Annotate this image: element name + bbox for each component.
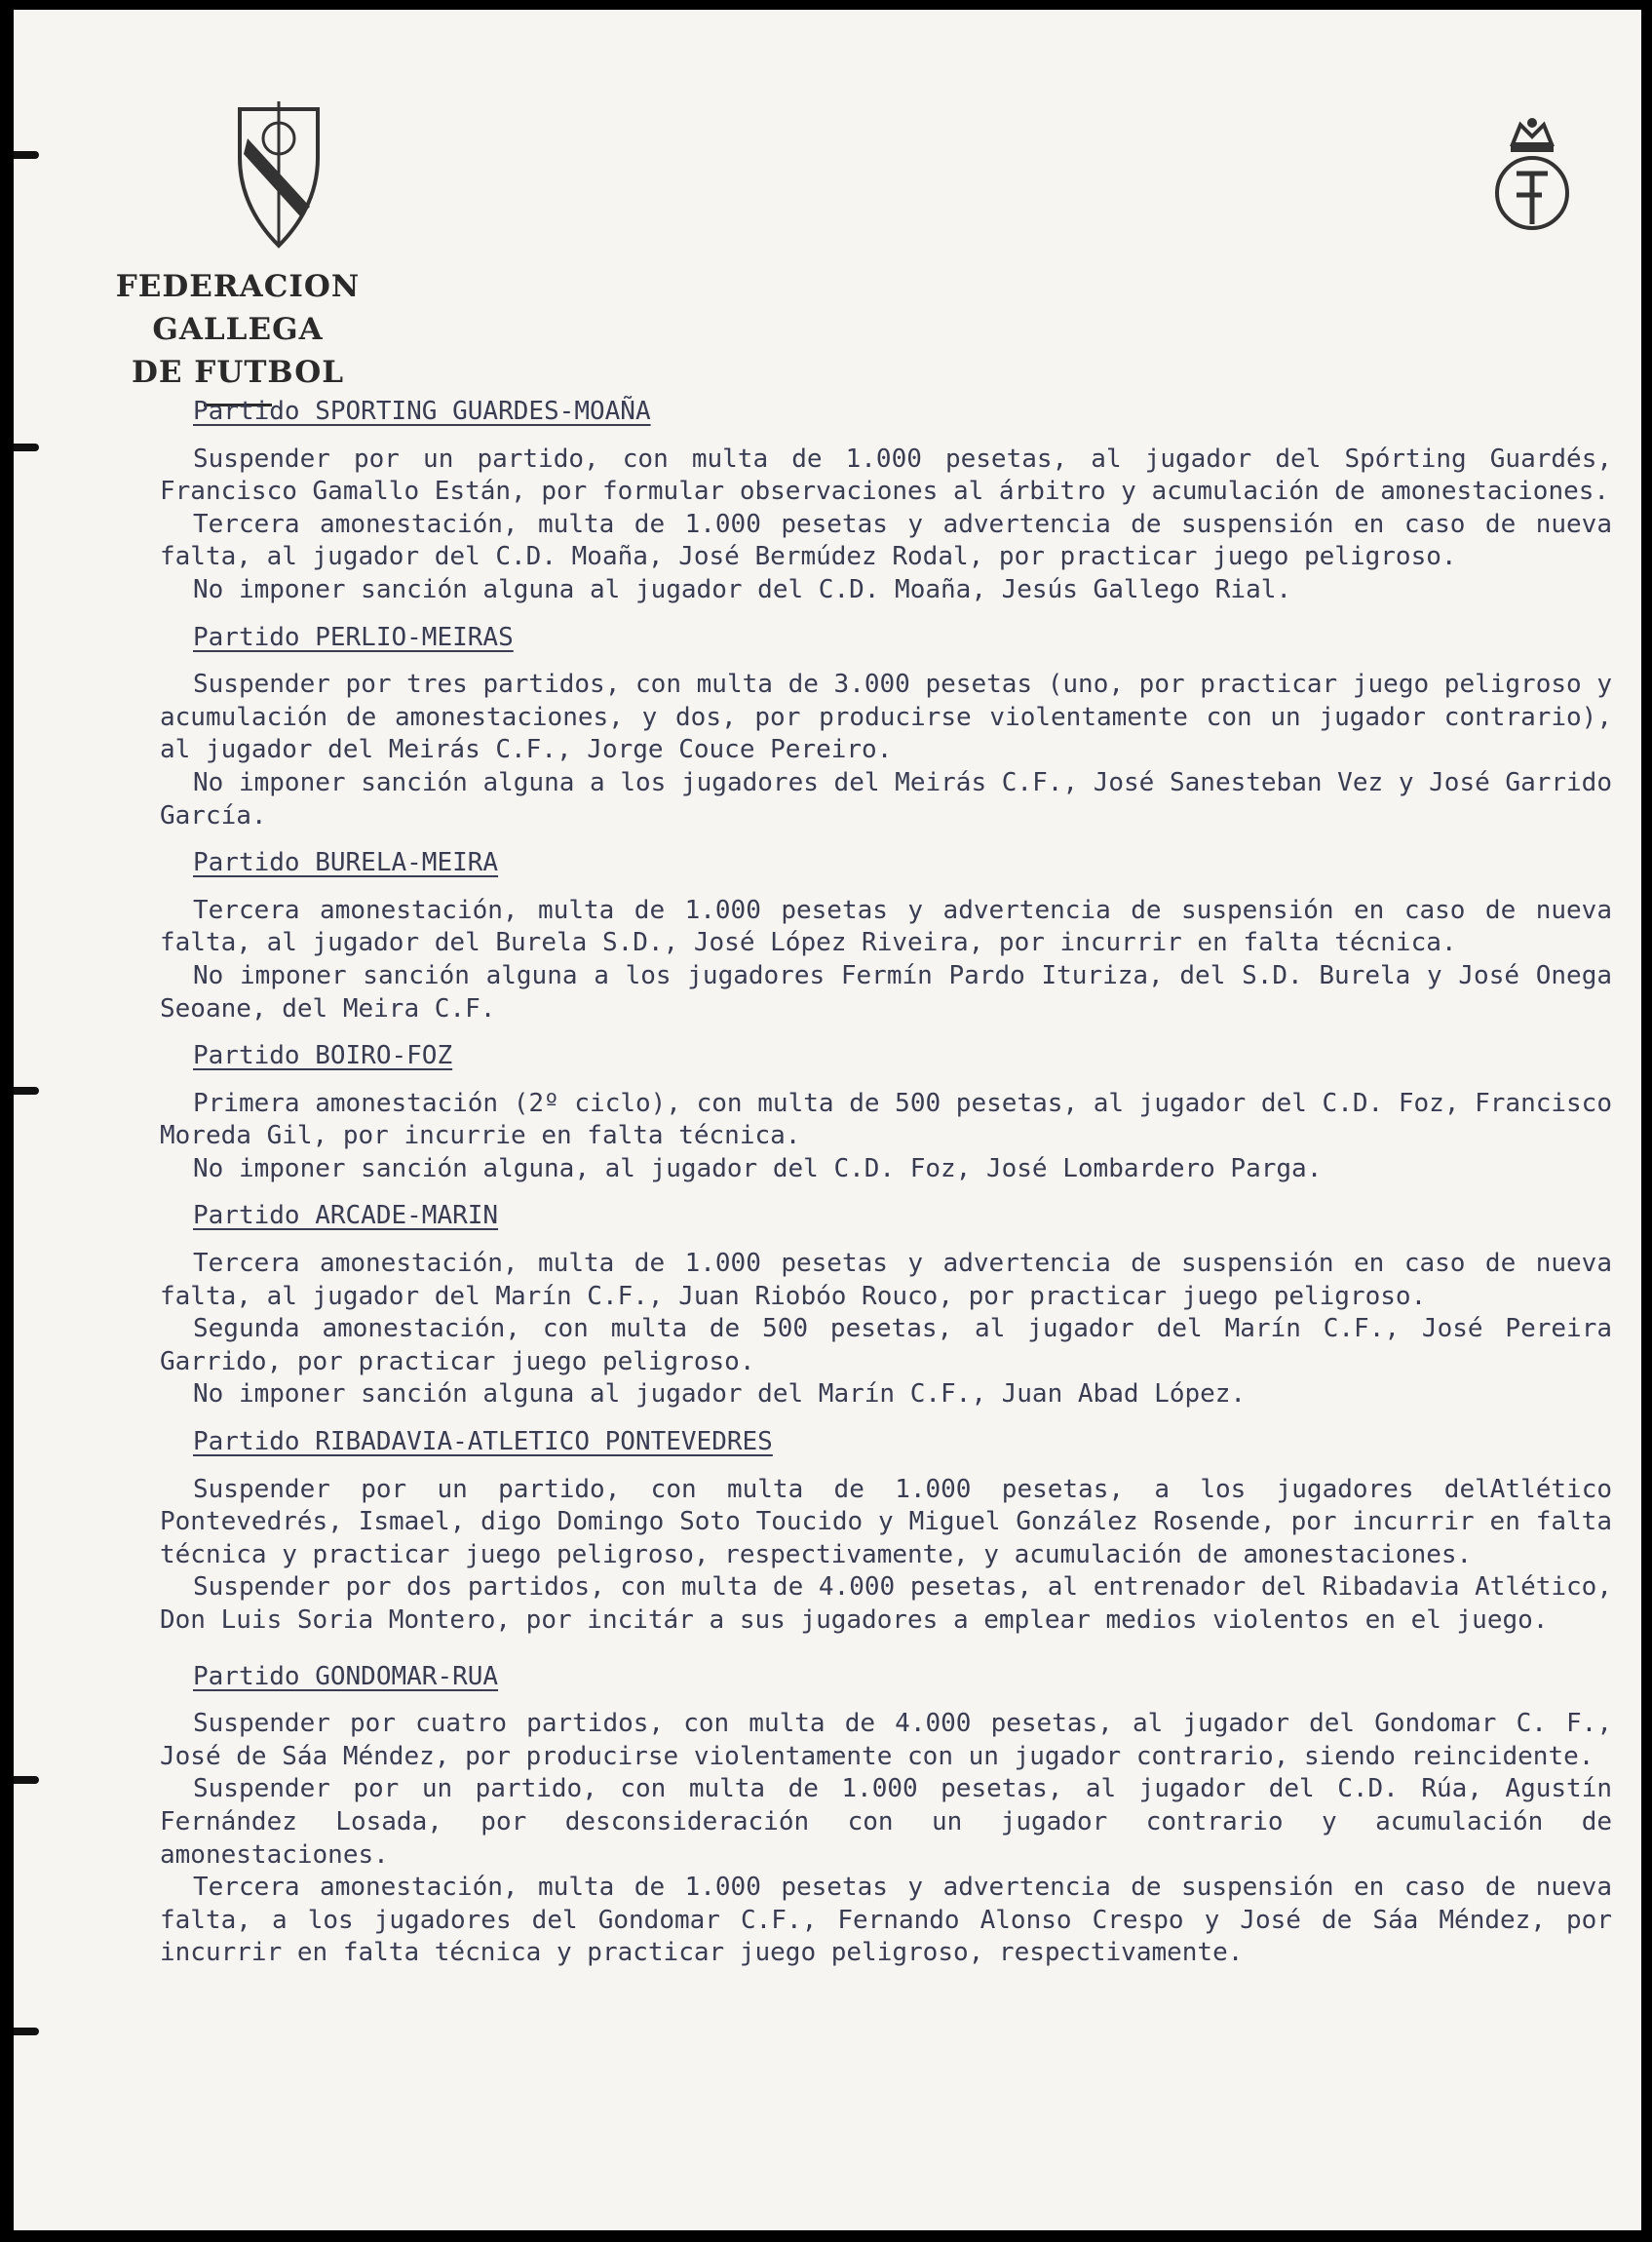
punch-hole-mark (14, 1087, 39, 1095)
sanction-paragraph: Suspender por un partido, con multa de 1.000 pesetas, a los jugadores delAtlético Pontevedrés, Ismael, digo Domingo Soto Toucido y Miguel González Rosende, por incurrir en falta técnica y practicar juego peligroso, respectivamente, y acumulación de amonestaciones. (160, 1474, 1612, 1569)
match-section (160, 622, 1612, 833)
sanction-paragraph: Segunda amonestación, con multa de 500 pesetas, al jugador del Marín C.F., José Pereira Garrido, por practicar juego peligroso. (160, 1314, 1612, 1376)
letterhead (72, 265, 403, 406)
federation-name-line2: DE FUTBOL (132, 355, 344, 390)
match-heading: Partido BOIRO-FOZ (193, 1041, 453, 1071)
match-heading: Partido GONDOMAR-RUA (193, 1661, 499, 1691)
match-section (160, 847, 1612, 1025)
match-section (160, 1200, 1612, 1411)
punch-hole-mark (14, 444, 39, 451)
sanction-paragraph: Tercera amonestación, multa de 1.000 pesetas y advertencia de suspensión en caso de nueva falta, al jugador del Burela S.D., José López Riveira, por incurrir en falta técnica. (160, 895, 1612, 958)
sanction-paragraph: Tercera amonestación, multa de 1.000 pesetas y advertencia de suspensión en caso de nueva falta, al jugador del C.D. Moaña, José Bermúdez Rodal, por practicar juego peligroso. (160, 509, 1612, 572)
punch-hole-mark (14, 1776, 39, 1784)
shield-logo-icon (230, 99, 327, 255)
match-section (160, 1040, 1612, 1185)
sanction-paragraph: No imponer sanción alguna al jugador del C.D. Moaña, Jesús Gallego Rial. (193, 574, 1292, 604)
sanction-paragraph: No imponer sanción alguna a los jugadores Fermín Pardo Ituriza, del S.D. Burela y José Onega Seoane, del Meira C.F. (160, 960, 1612, 1024)
match-heading: Partido RIBADAVIA-ATLETICO PONTEVEDRES (193, 1427, 773, 1457)
sanction-paragraph: Suspender por tres partidos, con multa de 3.000 pesetas (uno, por practicar juego peligroso y acumulación de amonestaciones, y dos, por producirse violentamente con un jugador contrario), al jugador del Meirás C.F., Jorge Couce Pereiro. (160, 670, 1612, 765)
sanction-paragraph: Suspender por cuatro partidos, con multa de 4.000 pesetas, al jugador del Gondomar C. F., José de Sáa Méndez, por producirse violentamente con un jugador contrario, siendo reincidente. (160, 1709, 1612, 1771)
sanction-paragraph: Tercera amonestación, multa de 1.000 pesetas y advertencia de suspensión en caso de nueva falta, al jugador del Marín C.F., Juan Riobóo Rouco, por practicar juego peligroso. (160, 1249, 1612, 1311)
sanction-paragraph: Suspender por un partido, con multa de 1.000 pesetas, al jugador del Spórting Guardés, Francisco Gamallo Están, por formular observaciones al árbitro y acumulación de amonestaciones. (160, 444, 1612, 507)
sanction-paragraph: No imponer sanción alguna a los jugadores del Meirás C.F., José Sanesteban Vez y José Garrido García. (160, 767, 1612, 831)
sanction-paragraph: No imponer sanción alguna, al jugador del C.D. Foz, José Lombardero Parga. (193, 1153, 1323, 1183)
match-heading: Partido SPORTING GUARDES-MOAÑA (193, 397, 651, 426)
match-heading: Partido PERLIO-MEIRAS (193, 622, 514, 652)
match-section (160, 396, 1612, 607)
crown-crest-icon (1487, 115, 1577, 242)
document-page (14, 10, 1641, 2230)
federation-name-line1: FEDERACION GALLEGA (115, 269, 361, 347)
sanction-paragraph: Suspender por dos partidos, con multa de 4.000 pesetas, al entrenador del Ribadavia Atlético, Don Luis Soria Montero, por incitár a sus jugadores a emplear medios violentos en el juego. (160, 1572, 1612, 1635)
sanction-paragraph: No imponer sanción alguna al jugador del Marín C.F., Juan Abad López. (193, 1379, 1247, 1410)
match-heading: Partido ARCADE-MARIN (193, 1201, 499, 1231)
sanctions-body (160, 396, 1612, 1985)
sanction-paragraph: Suspender por un partido, con multa de 1.000 pesetas, al jugador del C.D. Rúa, Agustín Fernández Losada, por desconsideración con un jugador contrario y acumulación de amonestaciones. (160, 1774, 1612, 1870)
match-section (160, 1426, 1612, 1638)
sanction-paragraph: Primera amonestación (2º ciclo), con multa de 500 pesetas, al jugador del C.D. Foz, Francisco Moreda Gil, por incurrie en falta técnica. (160, 1088, 1612, 1151)
punch-hole-mark (14, 151, 39, 159)
sanction-paragraph: Tercera amonestación, multa de 1.000 pesetas y advertencia de suspensión en caso de nueva falta, a los jugadores del Gondomar C.F., Fernando Alonso Crespo y José de Sáa Méndez, por incurrir en falta técnica y practicar juego peligroso, respectivamente. (160, 1873, 1612, 1968)
match-section (160, 1661, 1612, 1970)
punch-hole-mark (14, 2028, 39, 2035)
match-heading: Partido BURELA-MEIRA (193, 848, 499, 878)
